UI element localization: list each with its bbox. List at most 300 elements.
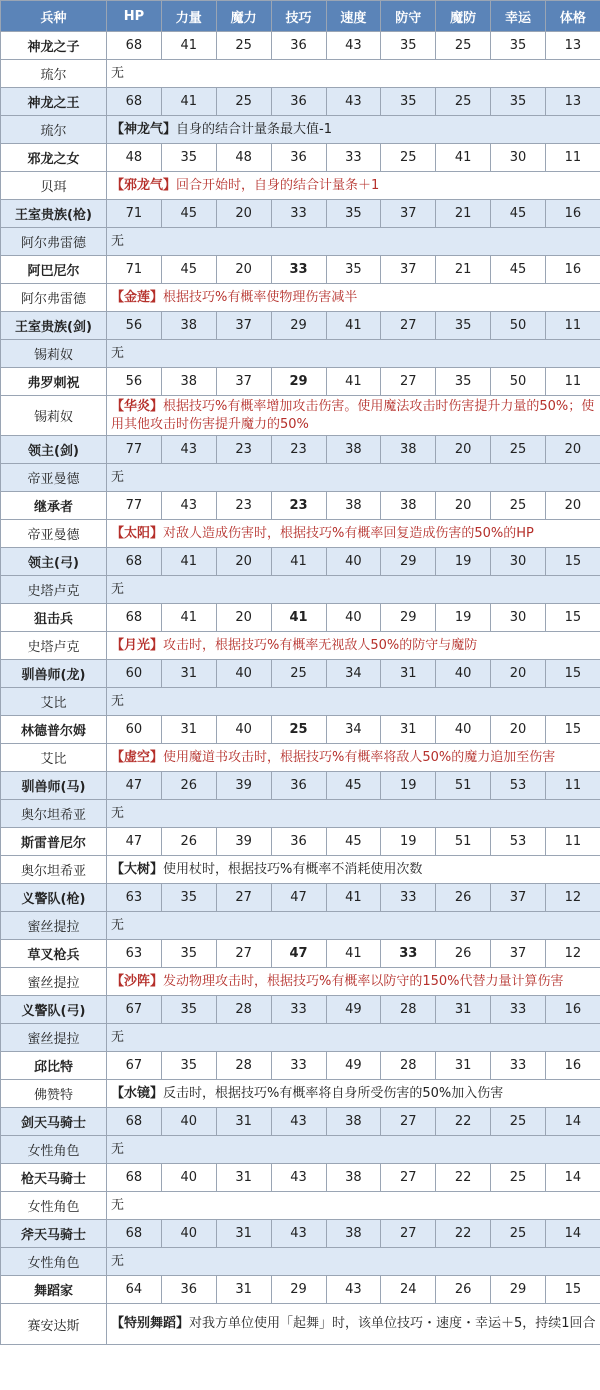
character-name: 蜜丝提拉	[1, 912, 107, 940]
stat-value: 25	[271, 660, 326, 688]
stat-value: 40	[161, 1108, 216, 1136]
stat-value: 22	[436, 1220, 491, 1248]
header-hp: HP	[107, 1, 162, 32]
skill-description	[107, 340, 600, 368]
stat-value: 51	[436, 772, 491, 800]
class-name: 神龙之王	[1, 88, 107, 116]
stat-row	[1, 32, 600, 60]
stat-value: 24	[381, 1276, 436, 1304]
stat-value: 77	[107, 492, 162, 520]
stat-value: 25	[491, 492, 546, 520]
character-name: 艾比	[1, 688, 107, 716]
stat-value: 20	[216, 604, 271, 632]
stat-value: 26	[161, 828, 216, 856]
character-name: 女性角色	[1, 1192, 107, 1220]
stat-value: 25	[381, 144, 436, 172]
stat-row	[1, 256, 600, 284]
class-name: 邪龙之女	[1, 144, 107, 172]
skill-description	[107, 1248, 600, 1276]
stat-value: 27	[216, 884, 271, 912]
stat-value: 41	[161, 604, 216, 632]
header-build: 体格	[546, 1, 600, 32]
stat-value: 30	[491, 604, 546, 632]
skill-text: 根据技巧%有概率增加攻击伤害。使用魔法攻击时伤害提升力量的50%；使用其他攻击时伤害提升魔力的50%	[111, 398, 595, 432]
skill-description	[107, 744, 600, 772]
class-name: 斧天马骑士	[1, 1220, 107, 1248]
stat-value: 45	[491, 200, 546, 228]
stat-row	[1, 996, 600, 1024]
stat-value: 43	[326, 88, 381, 116]
stat-value: 47	[271, 940, 326, 968]
skill-name: 【沙阵】	[111, 973, 164, 989]
stat-value: 31	[216, 1276, 271, 1304]
stat-row	[1, 828, 600, 856]
stat-value: 35	[381, 32, 436, 60]
stat-value: 26	[161, 772, 216, 800]
skill-text: 无	[111, 1141, 125, 1157]
stat-value: 40	[436, 716, 491, 744]
stat-value: 31	[216, 1220, 271, 1248]
stat-value: 28	[216, 1052, 271, 1080]
stat-value: 38	[326, 1108, 381, 1136]
stat-value: 25	[271, 716, 326, 744]
character-name: 琉尔	[1, 116, 107, 144]
stat-row	[1, 492, 600, 520]
stat-row	[1, 772, 600, 800]
stat-value: 25	[491, 1164, 546, 1192]
stat-value: 68	[107, 88, 162, 116]
character-name: 赛安达斯	[1, 1304, 107, 1345]
stat-row	[1, 436, 600, 464]
stat-value: 27	[381, 1220, 436, 1248]
stat-value: 15	[546, 548, 600, 576]
skill-row	[1, 1192, 600, 1220]
character-name: 琉尔	[1, 60, 107, 88]
stat-value: 38	[381, 492, 436, 520]
skill-description	[107, 228, 600, 256]
stat-value: 43	[271, 1108, 326, 1136]
stat-value: 35	[326, 256, 381, 284]
skill-text: 发动物理攻击时，根据技巧%有概率以防守的150%代替力量计算伤害	[163, 973, 564, 989]
stat-value: 19	[436, 604, 491, 632]
skill-description	[107, 576, 600, 604]
stat-value: 14	[546, 1164, 600, 1192]
character-name: 锡莉奴	[1, 396, 107, 436]
stat-value: 27	[381, 1108, 436, 1136]
stat-value: 27	[381, 368, 436, 396]
stat-value: 19	[381, 772, 436, 800]
stat-value: 28	[381, 996, 436, 1024]
stat-value: 36	[271, 828, 326, 856]
stat-value: 48	[216, 144, 271, 172]
stat-value: 11	[546, 828, 600, 856]
stat-value: 41	[271, 548, 326, 576]
skill-text: 无	[111, 345, 125, 361]
header-magic: 魔力	[216, 1, 271, 32]
stat-value: 43	[271, 1164, 326, 1192]
skill-text: 无	[111, 65, 125, 81]
stat-value: 36	[271, 144, 326, 172]
stat-value: 41	[161, 548, 216, 576]
header-row	[1, 1, 600, 32]
stat-value: 35	[161, 1052, 216, 1080]
stat-value: 14	[546, 1108, 600, 1136]
stat-value: 12	[546, 884, 600, 912]
stat-value: 35	[161, 996, 216, 1024]
header-resistance: 魔防	[436, 1, 491, 32]
skill-row	[1, 1136, 600, 1164]
stat-value: 39	[216, 772, 271, 800]
skill-text: 无	[111, 1029, 125, 1045]
stat-value: 31	[216, 1108, 271, 1136]
class-name: 草叉枪兵	[1, 940, 107, 968]
stat-value: 35	[326, 200, 381, 228]
class-name: 神龙之子	[1, 32, 107, 60]
skill-text: 无	[111, 233, 125, 249]
stat-value: 51	[436, 828, 491, 856]
stat-value: 16	[546, 1052, 600, 1080]
stat-row	[1, 660, 600, 688]
stat-value: 13	[546, 88, 600, 116]
skill-description	[107, 1304, 600, 1345]
stat-value: 22	[436, 1108, 491, 1136]
character-name: 贝珥	[1, 172, 107, 200]
skill-row	[1, 1248, 600, 1276]
header-class: 兵种	[1, 1, 107, 32]
stat-value: 43	[271, 1220, 326, 1248]
stat-value: 40	[216, 660, 271, 688]
stat-value: 63	[107, 884, 162, 912]
stat-value: 40	[326, 548, 381, 576]
stat-value: 40	[326, 604, 381, 632]
stat-row	[1, 368, 600, 396]
header-defense: 防守	[381, 1, 436, 32]
stat-row	[1, 940, 600, 968]
stat-value: 15	[546, 660, 600, 688]
stat-value: 11	[546, 772, 600, 800]
stat-value: 35	[161, 940, 216, 968]
skill-text: 根据技巧%有概率使物理伤害减半	[163, 289, 358, 305]
stat-value: 25	[216, 88, 271, 116]
character-name: 女性角色	[1, 1248, 107, 1276]
character-name: 蜜丝提拉	[1, 968, 107, 996]
skill-row	[1, 968, 600, 996]
stat-value: 20	[546, 436, 600, 464]
skill-row	[1, 520, 600, 548]
stat-value: 77	[107, 436, 162, 464]
stat-value: 35	[436, 368, 491, 396]
skill-row	[1, 60, 600, 88]
stat-value: 19	[381, 828, 436, 856]
stat-value: 39	[216, 828, 271, 856]
skill-description	[107, 116, 600, 144]
skill-description	[107, 520, 600, 548]
stat-value: 41	[436, 144, 491, 172]
stat-value: 38	[381, 436, 436, 464]
stat-value: 53	[491, 772, 546, 800]
stat-value: 68	[107, 1108, 162, 1136]
skill-row	[1, 116, 600, 144]
stat-value: 47	[107, 772, 162, 800]
stat-value: 37	[491, 884, 546, 912]
stat-value: 71	[107, 256, 162, 284]
character-name: 蜜丝提拉	[1, 1024, 107, 1052]
stat-value: 37	[381, 256, 436, 284]
stat-value: 35	[491, 88, 546, 116]
stat-value: 29	[381, 548, 436, 576]
stat-value: 60	[107, 716, 162, 744]
stat-value: 45	[326, 772, 381, 800]
character-name: 艾比	[1, 744, 107, 772]
stat-value: 31	[436, 1052, 491, 1080]
stat-value: 36	[271, 772, 326, 800]
stat-value: 21	[436, 200, 491, 228]
skill-description	[107, 284, 600, 312]
skill-text: 无	[111, 917, 125, 933]
stat-value: 20	[216, 256, 271, 284]
skill-text: 无	[111, 581, 125, 597]
class-name: 舞蹈家	[1, 1276, 107, 1304]
skill-row	[1, 1080, 600, 1108]
class-name: 义警队(弓)	[1, 996, 107, 1024]
stat-value: 41	[326, 940, 381, 968]
skill-row	[1, 800, 600, 828]
header-strength: 力量	[161, 1, 216, 32]
class-name: 驯兽师(马)	[1, 772, 107, 800]
stat-row	[1, 200, 600, 228]
stat-value: 35	[491, 32, 546, 60]
skill-name: 【虚空】	[111, 749, 164, 765]
class-name: 斯雷普尼尔	[1, 828, 107, 856]
stat-value: 63	[107, 940, 162, 968]
stat-value: 67	[107, 1052, 162, 1080]
stat-value: 33	[271, 256, 326, 284]
skill-row	[1, 464, 600, 492]
skill-description	[107, 1024, 600, 1052]
stat-value: 37	[216, 312, 271, 340]
character-name: 阿尔弗雷德	[1, 284, 107, 312]
skill-text: 对我方单位使用「起舞」时，该单位技巧・速度・幸运＋5，持续1回合	[189, 1316, 596, 1331]
stat-value: 33	[381, 884, 436, 912]
stat-value: 25	[436, 32, 491, 60]
stat-value: 31	[436, 996, 491, 1024]
skill-text: 无	[111, 805, 125, 821]
stat-value: 27	[381, 312, 436, 340]
stat-value: 31	[161, 716, 216, 744]
stat-value: 33	[271, 200, 326, 228]
stat-value: 25	[216, 32, 271, 60]
class-name: 林德普尔姆	[1, 716, 107, 744]
stat-value: 23	[216, 436, 271, 464]
skill-text: 使用魔道书攻击时，根据技巧%有概率将敌人50%的魔力追加至伤害	[163, 749, 556, 765]
stat-value: 35	[161, 884, 216, 912]
stat-value: 38	[161, 312, 216, 340]
stat-value: 31	[216, 1164, 271, 1192]
stat-row	[1, 312, 600, 340]
skill-name: 【邪龙气】	[111, 177, 177, 193]
character-name: 佛赞特	[1, 1080, 107, 1108]
stat-value: 29	[271, 1276, 326, 1304]
stat-value: 30	[491, 144, 546, 172]
stat-value: 43	[326, 1276, 381, 1304]
stat-value: 47	[107, 828, 162, 856]
stat-value: 23	[216, 492, 271, 520]
stat-value: 20	[216, 548, 271, 576]
stat-value: 20	[436, 436, 491, 464]
stat-value: 60	[107, 660, 162, 688]
skill-description	[107, 1192, 600, 1220]
stat-value: 68	[107, 1220, 162, 1248]
stat-value: 15	[546, 604, 600, 632]
character-name: 帝亚曼德	[1, 520, 107, 548]
stat-value: 19	[436, 548, 491, 576]
stat-value: 20	[216, 200, 271, 228]
header-speed: 速度	[326, 1, 381, 32]
stat-value: 40	[216, 716, 271, 744]
stat-value: 36	[271, 88, 326, 116]
stat-value: 35	[436, 312, 491, 340]
skill-row	[1, 284, 600, 312]
skill-row	[1, 396, 600, 436]
stat-value: 45	[161, 256, 216, 284]
stat-value: 37	[381, 200, 436, 228]
skill-text: 攻击时，根据技巧%有概率无视敌人50%的防守与魔防	[163, 637, 478, 653]
class-name: 阿巴尼尔	[1, 256, 107, 284]
character-name: 阿尔弗雷德	[1, 228, 107, 256]
stat-value: 43	[326, 32, 381, 60]
stat-value: 33	[271, 996, 326, 1024]
stat-value: 20	[546, 492, 600, 520]
skill-text: 无	[111, 469, 125, 485]
stat-value: 16	[546, 256, 600, 284]
stat-row	[1, 1052, 600, 1080]
skill-text: 使用杖时，根据技巧%有概率不消耗使用次数	[163, 861, 423, 877]
stat-value: 47	[271, 884, 326, 912]
stat-value: 33	[326, 144, 381, 172]
skill-row	[1, 1024, 600, 1052]
stat-value: 29	[271, 312, 326, 340]
stat-value: 26	[436, 1276, 491, 1304]
stat-value: 71	[107, 200, 162, 228]
stat-value: 21	[436, 256, 491, 284]
skill-description	[107, 464, 600, 492]
skill-name: 【华炎】	[111, 398, 164, 414]
stat-value: 20	[436, 492, 491, 520]
skill-text: 对敌人造成伤害时，根据技巧%有概率回复造成伤害的50%的HP	[163, 525, 534, 541]
stat-value: 37	[491, 940, 546, 968]
stat-value: 38	[326, 436, 381, 464]
skill-description	[107, 800, 600, 828]
class-name: 剑天马骑士	[1, 1108, 107, 1136]
stat-value: 67	[107, 996, 162, 1024]
stat-value: 41	[326, 368, 381, 396]
stat-value: 43	[161, 492, 216, 520]
class-name: 驯兽师(龙)	[1, 660, 107, 688]
skill-text: 反击时，根据技巧%有概率将自身所受伤害的50%加入伤害	[163, 1085, 504, 1101]
stat-value: 38	[326, 1220, 381, 1248]
stat-value: 50	[491, 368, 546, 396]
skill-row	[1, 228, 600, 256]
stat-value: 50	[491, 312, 546, 340]
stat-value: 26	[436, 884, 491, 912]
class-name: 邱比特	[1, 1052, 107, 1080]
skill-description	[107, 912, 600, 940]
class-name: 王室贵族(枪)	[1, 200, 107, 228]
character-name: 帝亚曼德	[1, 464, 107, 492]
stat-value: 31	[161, 660, 216, 688]
stat-value: 15	[546, 716, 600, 744]
skill-row	[1, 856, 600, 884]
stat-value: 26	[436, 940, 491, 968]
class-name: 继承者	[1, 492, 107, 520]
class-name: 领主(剑)	[1, 436, 107, 464]
skill-name: 【月光】	[111, 637, 164, 653]
stat-row	[1, 1220, 600, 1248]
stat-value: 35	[161, 144, 216, 172]
class-name: 枪天马骑士	[1, 1164, 107, 1192]
skill-name: 【太阳】	[111, 525, 164, 541]
skill-description	[107, 396, 600, 436]
stat-value: 36	[271, 32, 326, 60]
stat-value: 33	[381, 940, 436, 968]
class-name: 王室贵族(剑)	[1, 312, 107, 340]
stat-value: 43	[161, 436, 216, 464]
stat-value: 29	[491, 1276, 546, 1304]
class-name: 领主(弓)	[1, 548, 107, 576]
skill-name: 【大树】	[111, 861, 164, 877]
stat-value: 29	[271, 368, 326, 396]
character-name: 史塔卢克	[1, 576, 107, 604]
skill-description	[107, 1136, 600, 1164]
stat-value: 28	[216, 996, 271, 1024]
stat-row	[1, 1108, 600, 1136]
character-name: 锡莉奴	[1, 340, 107, 368]
skill-name: 【特别舞蹈】	[111, 1316, 190, 1331]
character-name: 女性角色	[1, 1136, 107, 1164]
class-name: 义警队(枪)	[1, 884, 107, 912]
stat-value: 45	[491, 256, 546, 284]
skill-description	[107, 172, 600, 200]
stat-value: 30	[491, 548, 546, 576]
stat-value: 16	[546, 200, 600, 228]
skill-row	[1, 340, 600, 368]
stat-value: 27	[216, 940, 271, 968]
skill-row	[1, 688, 600, 716]
stat-value: 41	[161, 88, 216, 116]
stat-value: 41	[161, 32, 216, 60]
stat-value: 33	[491, 1052, 546, 1080]
stat-value: 68	[107, 1164, 162, 1192]
skill-description	[107, 688, 600, 716]
skill-row	[1, 744, 600, 772]
stat-value: 34	[326, 660, 381, 688]
class-name: 弗罗刺祝	[1, 368, 107, 396]
skill-row	[1, 912, 600, 940]
stat-value: 27	[381, 1164, 436, 1192]
stat-value: 64	[107, 1276, 162, 1304]
skill-row	[1, 1304, 600, 1345]
stat-value: 34	[326, 716, 381, 744]
stat-value: 12	[546, 940, 600, 968]
stat-value: 41	[326, 884, 381, 912]
skill-description	[107, 632, 600, 660]
stat-value: 56	[107, 368, 162, 396]
stat-value: 40	[161, 1220, 216, 1248]
stat-value: 22	[436, 1164, 491, 1192]
stat-value: 23	[271, 492, 326, 520]
stat-row	[1, 144, 600, 172]
skill-name: 【水镜】	[111, 1085, 164, 1101]
